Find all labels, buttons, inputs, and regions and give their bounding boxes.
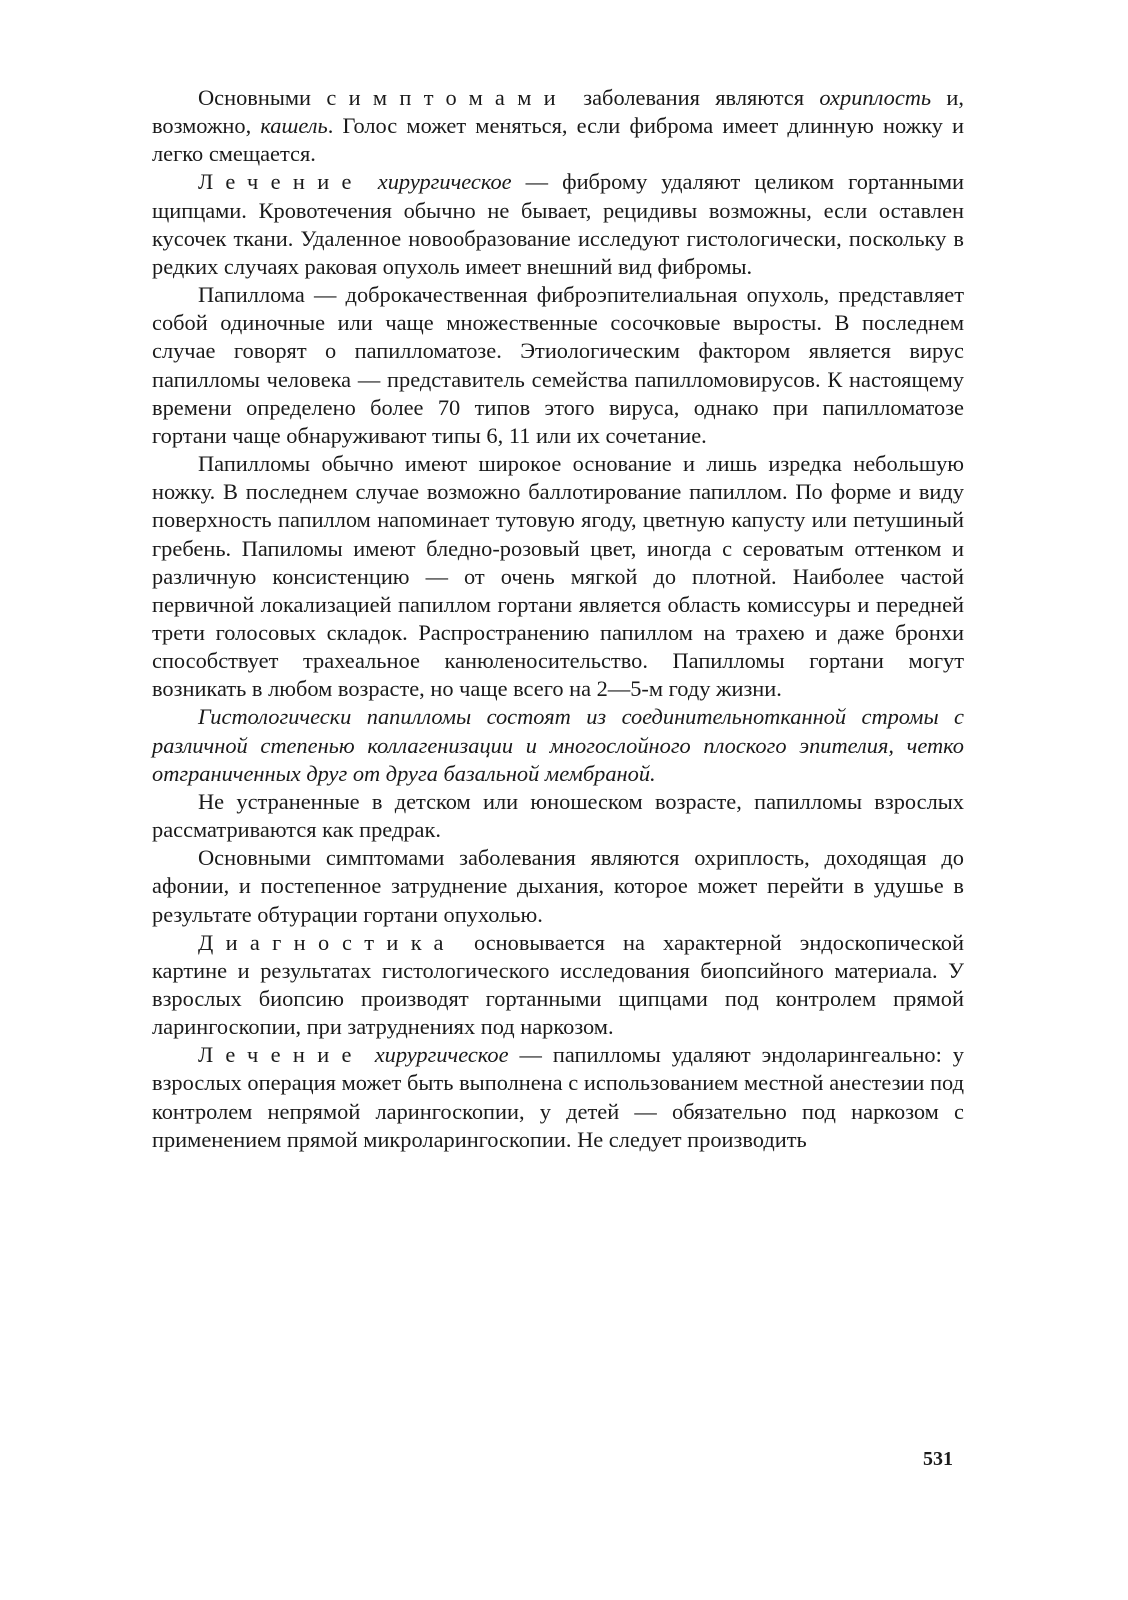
text-run: Основными	[198, 85, 327, 110]
spaced-term: симптомами	[326, 85, 568, 110]
text-run: Папиллома — доброкачественная фиброэпителиальная опухоль, представляет собой одиночные или чаще множественные сосочковые выросты. В последнем случае говорят о папилломатозе. Этиологическим фактором является вирус папилломы человека — представитель семейства папилломовирусов. К настоящему времени определено более 70 типов этого вируса, однако при папилломатозе гортани чаще обнаруживают типы 6, 11 или их сочетание.	[152, 282, 964, 448]
paragraph-7	[152, 844, 964, 928]
paragraph-4	[152, 450, 964, 703]
paragraph-3	[152, 281, 964, 450]
text-run: Не устраненные в детском или юношеском возрасте, папилломы взрослых рассматриваются как предрак.	[152, 788, 964, 843]
paragraph-1	[152, 84, 964, 168]
spaced-term: Лечение	[198, 1042, 364, 1068]
text-run: . Голос может меняться, если фиброма имеет длинную ножку и легко смещается.	[152, 113, 965, 167]
text-run: Папилломы обычно имеют широкое основание и лишь изредка небольшую ножку. В последнем случае возможно баллотирование папиллом. По форме и виду поверхность папиллом напоминает тутовую ягоду, цветную капусту или петушиный гребень. Папиломы имеют бледно-розовый цвет, иногда с сероватым оттенком и различную консистенцию — от очень мягкой до плотной. Наиболее частой первичной локализацией папиллом гортани является область комиссуры и передней трети голосовых складок. Распространению папиллом на трахею и даже бронхи способствует трахеальное канюленосительство. Папилломы гортани могут возникать в любом возрасте, но чаще всего на 2—5-м году жизни.	[152, 451, 964, 702]
paragraph-2	[152, 168, 964, 281]
paragraph-5-italic	[152, 703, 964, 787]
paragraph-9	[152, 1041, 964, 1154]
text-run: основывается на характерной эндоскопической картине и результатах гистологического исследования биопсийного материала. У взрослых биопсию производят гортанными щипцами под контролем прямой ларингоскопии, при затруднениях под наркозом.	[152, 929, 964, 1040]
italic-term: охриплость	[819, 85, 932, 110]
text-run: заболевания являются	[567, 85, 820, 110]
text-run: — папилломы удаляют эндоларингеально: у взрослых операция может быть выполнена с использованием местной анестезии под контролем непрямой ларингоскопии, у детей — обязательно под наркозом с применением прямой микроларингоскопии. Не следует производить	[152, 1042, 964, 1152]
page-body	[152, 84, 964, 1154]
italic-term: кашель	[260, 113, 328, 139]
paragraph-6	[152, 788, 964, 844]
italic-term: хирургическое	[377, 169, 512, 195]
text-run	[364, 1042, 375, 1067]
text-run: Основными симптомами заболевания являются охриплость, доходящая до афонии, и постепенное затруднение дыхания, которое может перейти в удушье в результате обтурации гортани опухолью.	[152, 845, 964, 927]
text-run: и, возможно,	[152, 85, 964, 139]
spaced-term: Диагностика	[198, 929, 456, 955]
paragraph-8	[152, 929, 964, 1042]
page-number: 531	[923, 1448, 953, 1470]
text-run	[364, 169, 378, 194]
text-run: — фиброму удаляют целиком гортанными щипцами. Кровотечения обычно не бывает, рецидивы возможны, если оставлен кусочек ткани. Удаленное новообразование исследуют гистологически, поскольку в редких случаях раковая опухоль имеет внешний вид фибромы.	[152, 169, 964, 279]
text-run: Гистологически папилломы состоят из соединительнотканной стромы с различной степенью коллагенизации и многослойного плоского эпителия, четко отграниченных друг от друга базальной мембраной.	[152, 704, 964, 786]
spaced-term: Лечение	[198, 169, 364, 195]
italic-term: хирургическое	[374, 1042, 509, 1068]
